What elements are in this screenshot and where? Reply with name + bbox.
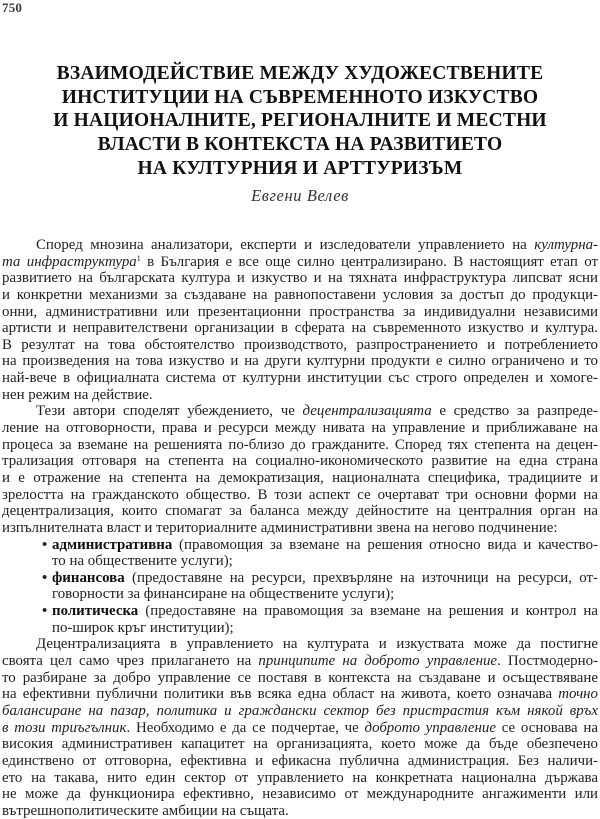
text-span: (правомощия за вземане на решения относно вида и качество- xyxy=(172,536,598,553)
text-span: Тези автори споделят убеждението, че xyxy=(36,403,303,420)
list-item xyxy=(2,570,598,603)
article-author: Евгени Велев xyxy=(251,186,349,205)
paragraph-1 xyxy=(2,237,598,403)
text-line: В резултат на това обстоятелство производството, разпространението и потреблението xyxy=(2,336,598,353)
bullet-icon: • xyxy=(42,603,48,620)
list-item xyxy=(2,603,598,636)
text-line: и конкретни механизми за създаване на равнопоставени условия за достъп до продукци- xyxy=(2,286,598,303)
text-line: децентрализация, които спомагат за баланса между дейностите на централния орган на xyxy=(2,503,598,520)
text-span: на ефективни публични политики във всяка една област на живота, което означава xyxy=(2,686,559,703)
text-line xyxy=(2,254,598,271)
list-item xyxy=(2,537,598,570)
page-number: 750 xyxy=(2,0,23,15)
paragraph-3 xyxy=(2,636,598,819)
text-line: то на обществените услуги); xyxy=(52,553,233,570)
paragraph-2 xyxy=(2,403,598,536)
title-line: ВЗАИМОДЕЙСТВИЕ МЕЖДУ ХУДОЖЕСТВЕНИТЕ xyxy=(56,63,544,84)
article-body xyxy=(2,237,598,819)
text-line: вътрешнополитическите амбиции на същата. xyxy=(2,802,289,819)
text-line: онни, административни или презентационни пространства за индивидуални независими xyxy=(2,303,598,320)
emphasis-term: културна- xyxy=(534,237,598,253)
text-line: артисти и неправителствени организации в сферата на съвременното изкуство и култура. xyxy=(2,320,598,337)
text-line: Децентрализацията в управлението на културата и изкуствата може да постигне xyxy=(36,636,598,653)
text-span: своята цел само чрез прилагането на xyxy=(2,653,259,670)
text-line: ето на такава, нито един сектор от управлението на конкретната национална държава xyxy=(2,769,598,786)
text-span: е средство за разпреде- xyxy=(431,403,599,420)
text-line: трализация отговаря на степента на социално-икономическото развитие на една страна xyxy=(2,453,598,470)
text-line: и е отражение на степента на демократизация, националната специфика, традициите и xyxy=(2,469,598,486)
emphasis-term: та инфраструктура xyxy=(2,253,137,270)
text-line xyxy=(2,653,598,670)
text-span: (предоставяне на ресурси, прехвърляне на източници на ресурси, от- xyxy=(124,569,598,586)
emphasis-term: точно xyxy=(558,686,598,703)
text-line xyxy=(2,720,598,737)
emphasis-term: доброто управление xyxy=(364,719,496,736)
text-span: се основава на xyxy=(495,719,598,736)
text-line: развитието на българската култура и изкуство и на тяхната инфраструктура липсват ясни xyxy=(2,270,598,287)
text-line: процеса за вземане на решенията по-близо до гражданите. Според тях степента на децен- xyxy=(2,436,598,453)
text-line: балансиране на пазар, политика и граждански сектор без пристрастия към някой връх xyxy=(2,702,598,719)
text-line: на произведения на това изкуство и на други културни продукти е силно ограничено и то xyxy=(2,353,598,370)
text-line: нен режим на действие. xyxy=(2,386,153,403)
text-line: единствено от отговорна, ефективна и ефикасна публична администрация. Без наличи- xyxy=(2,752,598,769)
emphasis-term: в този триъгълник xyxy=(2,719,127,736)
footnote-ref[interactable]: 1 xyxy=(136,253,141,263)
list-term: политическа xyxy=(52,603,139,620)
emphasis-term: принципите на доброто управление xyxy=(258,653,498,670)
title-line: И НАЦИОНАЛНИТЕ, РЕГИОНАЛНИТЕ И МЕСТНИ xyxy=(53,110,547,132)
text-line: зрелостта на гражданското общество. В този аспект се очертават три основни форми на xyxy=(2,486,598,503)
text-span: . Постмодерно- xyxy=(497,653,598,670)
title-line: НА КУЛТУРНИЯ И АРТТУРИЗЪМ xyxy=(137,157,463,179)
text-line xyxy=(2,237,598,254)
text-line: високия административен капацитет на организацията, което може да бъде обезпечено xyxy=(2,736,598,753)
list-term: административна xyxy=(52,536,173,553)
text-span: Според мнозина анализатори, експерти и изследователи управлението на xyxy=(36,237,535,253)
text-line xyxy=(2,403,598,420)
text-line xyxy=(2,570,598,587)
text-span: (предоставяне на правомощия за вземане на решения и контрол на xyxy=(138,603,598,620)
text-line: не може да функционира ефективно, независимо от международните ангажименти или xyxy=(2,786,598,803)
title-line: ИНСТИТУЦИИ НА СЪВРЕМЕННОТО ИЗКУСТВО xyxy=(61,86,539,108)
text-line: изпълнителната власт и териториалните административни звена на негово подчинение: xyxy=(2,519,558,536)
text-span: в България е все още силно централизирано. В настоящият етап от xyxy=(140,253,598,270)
text-line xyxy=(2,686,598,703)
text-line: ление на отговорности, права и ресурси между нивата на управление и приближаване на xyxy=(2,420,598,437)
list-term: финансова xyxy=(52,569,125,586)
text-line: по-широк кръг институции); xyxy=(52,619,234,636)
text-line xyxy=(2,603,598,620)
bullet-icon: • xyxy=(42,536,48,553)
text-line: говорности за финансиране на обществените услуги); xyxy=(52,586,395,603)
text-span: . Необходимо е да се подчертае, че xyxy=(126,719,365,736)
bullet-icon: • xyxy=(42,569,48,586)
article-title xyxy=(0,62,600,181)
title-line: ВЛАСТИ В КОНТЕКСТА НА РАЗВИТИЕТО xyxy=(97,134,503,156)
emphasis-term: децентрализацията xyxy=(302,403,432,420)
decentralization-forms-list xyxy=(2,537,598,637)
text-line xyxy=(2,537,598,554)
text-line: то разбиране за добро управление се поставя в контекста на създаване и осъществяване xyxy=(2,669,598,686)
text-line: най-вече в официалната система от културни институции със строго определен и хомоге- xyxy=(2,370,598,387)
